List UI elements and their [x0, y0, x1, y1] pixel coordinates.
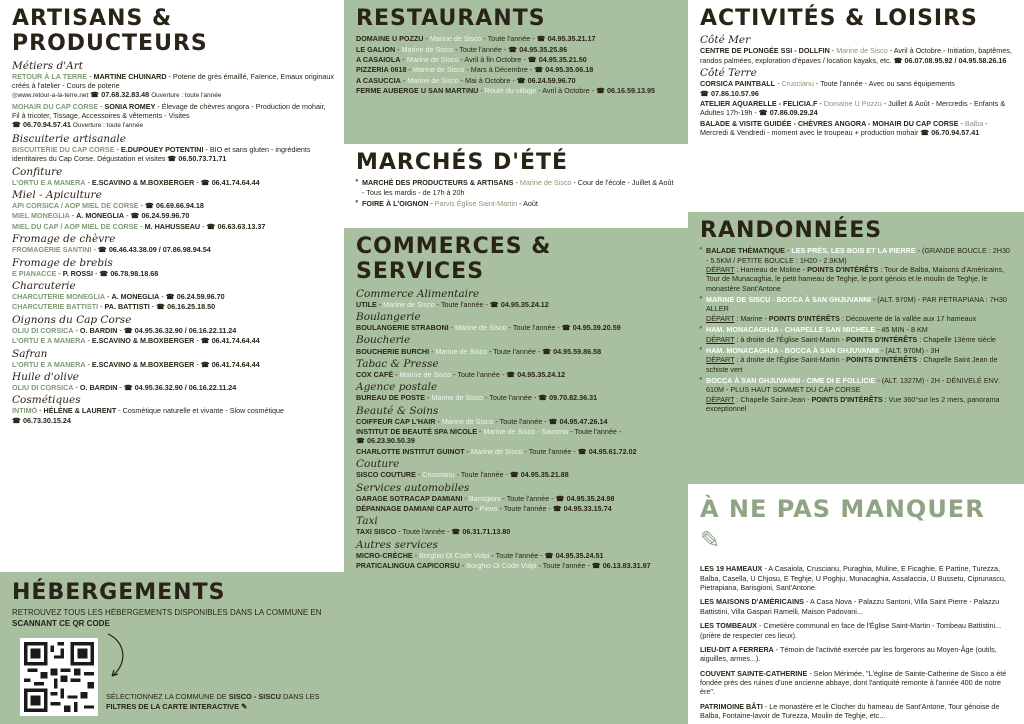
entry-balade-chevres: BALADE & VISITE GUIDÉE - CHÈVRES ANGORA - MOHAIR DU CAP CORSE - Balba - Mercredi & Vendredi - moment avec le troupeau + production mohair ☎ 06.70.94.57.41	[700, 119, 1012, 138]
phone[interactable]: ☎ 04.95.35.21.88	[510, 470, 569, 479]
phone[interactable]: ☎ 04.95.59.86.58	[542, 347, 601, 356]
marches-section	[344, 144, 688, 228]
phone[interactable]: ☎ 06.13.83.31.97	[592, 561, 651, 570]
phone[interactable]: ☎ 04.95.33.15.74	[553, 504, 612, 513]
phone[interactable]: ☎ 06.70.94.57.41	[920, 128, 979, 137]
subtitle-cote-terre: Côté Terre	[700, 67, 757, 80]
entry-rando-3: ● HAM. MONACAGHJA - CHAPELLE SAN MICHELE - 45 MIN - 8 KM DÉPART : à droite de l'Église Saint-Martin - POINTS D'INTÉRÊTS : Chapelle 13ème siècle	[700, 325, 1012, 344]
artisans-section	[0, 0, 344, 572]
subtitle-fromage-brebis: Fromage de brebis	[12, 256, 113, 269]
entry-taxi: TAXI SISCO - Toute l'année - ☎ 06.31.71.13.80	[356, 527, 676, 536]
entry-ferrera: LIEU-DIT A FERRERA - Témoin de l'activité exercée par les forgerons au Moyen-Âge (outils, aiguilles, armes...).	[700, 644, 997, 664]
phone[interactable]: ☎ 07.86.10.57.96	[700, 89, 759, 98]
qr-code-icon	[24, 642, 94, 712]
entry-retour-terre: RETOUR À LA TERRE - MARTINE CHUINARD - Poterie de grès émaillé, Faïence, Emaux originaux créés à l'atelier - Cours de poterie ◎ www.retour-a-la-terre.net ☎ 07.68.32.83.48 Ouverture : toute l'année	[12, 72, 334, 101]
phone[interactable]: ☎ 06.78.98.18.68	[99, 269, 158, 278]
phone[interactable]: ☎ 04.95.61.72.02	[578, 447, 637, 456]
entry-poste: BUREAU DE POSTE - Marine de Sisco - Toute l'année - ☎ 09.70.82.36.31	[356, 393, 676, 402]
restaurant-item: DOMAINE U POZZU - Marine de Sisco - Toute l'année - ☎ 04.95.35.21.17	[356, 34, 676, 43]
entry-utile: UTILE - Marine de Sisco - Toute l'année - ☎ 04.95.35.24.12	[356, 300, 676, 309]
entry-miel-du-cap: MIEL DU CAP / AOP MIEL DE CORSE - M. HAHUSSEAU - ☎ 06.63.63.13.37	[12, 222, 334, 231]
phone[interactable]: ☎ 06.24.59.96.70	[130, 211, 189, 220]
phone[interactable]: ☎ 04.95.36.32.90 / 06.16.22.11.24	[124, 383, 236, 392]
entry-fromagerie-santini: FROMAGERIE SANTINI - ☎ 06.46.43.38.09 / 07.86.98.94.54	[12, 245, 334, 254]
entry-biscuiterie: BISCUITERIE DU CAP CORSE - E.DUPOUEY POTENTINI - BIO et sans gluten - ingrédients identitaires du Cap Corse. Dégustation et visites ☎ 06.50.73.71.71	[12, 145, 334, 164]
phone[interactable]: ☎ 04.95.35.24.98	[556, 494, 615, 503]
entry-oliu-huile: OLIU DI CORSICA - O. BARDIN - ☎ 04.95.36.32.90 / 06.16.22.11.24	[12, 383, 334, 392]
phone[interactable]: ☎ 04.95.35.24.12	[490, 300, 549, 309]
phone[interactable]: ☎ 04.95.35.24.51	[545, 551, 604, 560]
entry-maisons: LES MAISONS D'AMÉRICAINS - A Casa Nova - Palazzu Santoni, Villa Saint Pierre - Palazzu Battistini, Villa Gaspari Ramelli, Maison Padovani...	[700, 597, 1000, 616]
phone[interactable]: ☎ 06.70.94.57.41	[12, 120, 71, 129]
subtitle-autres: Autres services	[356, 538, 438, 551]
entry-patrimoine: PATRIMOINE BÂTI - Le monastère et le Clocher du hameau de Sant'Antone, Tour génoise de Balba, Fontaine-lavoir de Turezza, Moulin de Teghje, etc...	[700, 701, 1000, 721]
phone[interactable]: ☎ 06.73.30.15.24	[12, 416, 71, 425]
subtitle-agence: Agence postale	[356, 381, 438, 394]
phone[interactable]: ☎ 06.23.90.50.39	[356, 436, 415, 445]
scan-instructions: SÉLECTIONNEZ LA COMMUNE DE SISCO - SISCU DANS LES FILTRES DE LA CARTE INTERACTIVE ✎	[106, 692, 320, 711]
phone[interactable]: ☎ 04.95.35.25.86	[508, 45, 567, 54]
phone[interactable]: ☎ 06.07.08.95.92 / 04.95.58.26.16	[894, 56, 1007, 65]
restaurant-item: FERME AUBERGE U SAN MARTINU - Route du village - Avril à Octobre - ☎ 06.16.59.13.95	[356, 86, 676, 95]
entry-ortu-safran: L'ORTU E A MANERA - E.SCAVINO & M.BOXBERGER - ☎ 06.41.74.64.44	[12, 360, 334, 369]
entry-rando-5: ● BOCCA À SAN GHJUVANNI - CIME DI E FOLLICIE - (ALT. 1327M) - 2H - DÉNIVELÉ ENV. 610M - PLUS HAUT SOMMET DU CAP CORSE DÉPART : Chapelle Saint-Jean - POINTS D'INTÉRÊTS : Vue 360°sur les 2 mers, panorama exceptionnel	[700, 376, 1012, 413]
entry-rando-4: ● HAM. MONACAGHJA - BOCCA À SAN GHJUVANNI - (ALT. 970M) - 3H DÉPART : à droite de l'Église Saint-Martin - POINTS D'INTÉRÊTS : Chapelle Saint Jean de schiste vert	[700, 346, 1012, 374]
phone[interactable]: ☎ 06.50.73.71.71	[167, 154, 226, 163]
phone[interactable]: ☎ 04.95.35.21.50	[528, 55, 587, 64]
entry-cox-cafe: COX CAFÉ - Marine de Sisco - Toute l'année - ☎ 04.95.35.24.12	[356, 370, 676, 379]
pen-icon: ✎	[700, 526, 722, 555]
restaurant-item: PIZZERIA 0618 - Marine de Sisco - Mars à Décembre - ☎ 04.95.35.06.18	[356, 65, 676, 74]
entry-depannage: DÉPANNAGE DAMIANI CAP AUTO - Pievo - Toute l'année - ☎ 04.95.33.15.74	[356, 504, 676, 513]
phone[interactable]: ☎ 04.95.35.06.18	[534, 65, 593, 74]
entry-charcuterie-moneglia: CHARCUTERIE MONEGLIA - A. MONEGLIA - ☎ 06.24.59.96.70	[12, 292, 334, 301]
phone[interactable]: ☎ 06.16.25.18.50	[156, 302, 215, 311]
phone[interactable]: ☎ 04.95.39.20.59	[562, 323, 621, 332]
artisans-title: ARTISANS & PRODUCTEURS	[12, 6, 208, 57]
subtitle-oignons: Oignons du Cap Corse	[12, 313, 132, 326]
entry-sisco-couture: SISCO COUTURE - Cruscianu - Toute l'année - ☎ 04.95.35.21.88	[356, 470, 676, 479]
restaurants-list	[356, 34, 676, 95]
randonnees-title: RANDONNÉES	[700, 218, 883, 243]
right-column	[688, 0, 1024, 724]
entry-praticalingua: PRATICALINGUA CAPICORSU - Borghio Di Code Volpi - Toute l'année - ☎ 06.13.83.31.97	[356, 561, 676, 570]
subtitle-huile: Huile d'olive	[12, 370, 79, 383]
entry-ortu-confiture: L'ORTU E A MANERA - E.SCAVINO & M.BOXBERGER - ☎ 06.41.74.64.44	[12, 178, 334, 187]
phone[interactable]: ☎ 06.16.59.13.95	[596, 86, 655, 95]
phone[interactable]: ☎ 06.41.74.64.44	[201, 178, 260, 187]
entry-rando-2: ● MARINE DE SISCU - BOCCA À SAN GHJUVANNI - (ALT. 970M) - PAR PETRAPIANA : 7H30 ALLER DÉPART : Marine - POINTS D'INTÉRÊTS : Découverte de la vallée aux 17 hameaux	[700, 295, 1012, 323]
subtitle-couture: Couture	[356, 458, 400, 471]
entry-guinot: CHARLOTTE INSTITUT GUINOT - Marine de Sisco - Toute l'année - ☎ 04.95.61.72.02	[356, 447, 676, 456]
entry-boucherie: BOUCHERIE BURCHI - Marine de Sisco - Toute l'année - ☎ 04.95.59.86.58	[356, 347, 676, 356]
phone[interactable]: ☎ 06.63.63.13.37	[207, 222, 266, 231]
subtitle-miel: Miel - Apiculture	[12, 188, 102, 201]
marches-title: MARCHÉS D'ÉTÉ	[356, 150, 569, 175]
phone[interactable]: ☎ 07.68.32.83.48	[90, 90, 149, 99]
restaurant-item: A CASAIOLA - Marine de Sisco - Avril à fin Octobre - ☎ 04.95.35.21.50	[356, 55, 676, 64]
qr-code[interactable]	[20, 638, 98, 716]
subtitle-boulangerie: Boulangerie	[356, 311, 421, 324]
hebergements-title: HÉBERGEMENTS	[12, 580, 226, 605]
phone[interactable]: ☎ 04.95.35.24.12	[506, 370, 565, 379]
entry-charcuterie-battisti: CHARCUTERIE BATTISTI - PA. BATTISTI - ☎ 06.16.25.18.50	[12, 302, 334, 311]
entry-mohair: MOHAIR DU CAP CORSE - SONIA ROMEY - Élevage de chèvres angora - Production de mohair, Fil à tricoter, Tissage, Accessoires & vêtements - Visites ☎ 06.70.94.57.41 Ouverture : toute l'année	[12, 102, 334, 131]
phone[interactable]: ☎ 04.95.35.21.17	[537, 34, 596, 43]
entry-marche-producteurs: ● MARCHÉ DES PRODUCTEURS & ARTISANS - Marine de Sisco - Cour de l'école - Juillet & Août - Tous les mardis - de 17h à 20h	[356, 178, 676, 197]
entry-pianacce: E PIANACCE - P. ROSSI - ☎ 06.78.98.18.68	[12, 269, 334, 278]
restaurants-title: RESTAURANTS	[356, 6, 546, 31]
entry-api-corsica: API CORSICA / AOP MIEL DE CORSE - ☎ 06.69.66.94.18	[12, 201, 334, 210]
manquer-title: À NE PAS MANQUER ✎	[700, 495, 985, 555]
subtitle-beaute: Beauté & Soins	[356, 404, 439, 417]
entry-paintball: CORSICA PAINTBALL - Cruscianu - Toute l'année - Avec ou sans équipements ☎ 07.86.10.57.96	[700, 79, 1012, 98]
phone[interactable]: ☎ 06.24.59.96.70	[166, 292, 225, 301]
entry-oliu-oignons: OLIU DI CORSICA - O. BARDIN - ☎ 04.95.36.32.90 / 06.16.22.11.24	[12, 326, 334, 335]
subtitle-charcuterie: Charcuterie	[12, 279, 76, 292]
phone[interactable]: ☎ 04.95.36.32.90 / 06.16.22.11.24	[124, 326, 236, 335]
phone[interactable]: ☎ 06.69.66.94.18	[145, 201, 204, 210]
subtitle-fromage-chevre: Fromage de chèvre	[12, 233, 116, 246]
hebergements-section	[0, 572, 344, 724]
subtitle-cosmetiques: Cosmétiques	[12, 394, 81, 407]
arrow-icon	[104, 632, 130, 682]
website-link[interactable]: ◎ www.retour-a-la-terre.net	[12, 92, 88, 99]
entry-boulangerie: BOULANGERIE STRABONI - Marine de Sisco - Toute l'année - ☎ 04.95.39.20.59	[356, 323, 676, 332]
entry-garage: GARAGE SOTRACAP DAMIANI - Barisgioni - Toute l'année - ☎ 04.95.35.24.98	[356, 494, 676, 503]
middle-column	[344, 0, 688, 724]
entry-rando-1: ● BALADE THÉMATIQUE - LES PRÉS, LES BOIS ET LA PIERRE - (GRANDE BOUCLE : 2H30 - 5.5KM / PETITE BOUCLE : 1H20 - 2.9KM) DÉPART : Hameau de Moline - POINTS D'INTÉRÊTS : Tour de Balba, Maisons d'Américains, Tour de Munacaghia, le petit hameau de Teghje, le pont génois et le moulin de Teghje, le monastère Sant'Antone	[700, 246, 1012, 293]
phone[interactable]: ☎ 06.41.74.64.44	[201, 336, 260, 345]
subtitle-taxi: Taxi	[356, 515, 378, 528]
phone[interactable]: ☎ 07.86.09.29.24	[759, 108, 818, 117]
restaurant-item: LE GALION - Marine de Sisco - Toute l'année - ☎ 04.95.35.25.86	[356, 45, 676, 54]
phone[interactable]: ☎ 06.41.74.64.44	[201, 360, 260, 369]
subtitle-alimentaire: Commerce Alimentaire	[356, 287, 480, 300]
entry-coiffeur: COIFFEUR CAP L'HAIR - Marine de Sisco - Toute l'année - ☎ 04.95.47.26.14	[356, 417, 676, 426]
randonnees-section	[688, 212, 1024, 484]
entry-ortu-oignons: L'ORTU E A MANERA - E.SCAVINO & M.BOXBERGER - ☎ 06.41.74.64.44	[12, 336, 334, 345]
phone[interactable]: ☎ 06.46.43.38.09 / 07.86.98.94.54	[98, 245, 211, 254]
subtitle-biscuiterie: Biscuiterie artisanale	[12, 132, 126, 145]
entry-miel-moneglia: MIEL MONEGLIA - A. MONEGLIA - ☎ 06.24.59.96.70	[12, 211, 334, 220]
entry-spa-nicole: INSTITUT DE BEAUTÉ SPA NICOLE - Marine de Sisco - Savorna - Toute l'année - ☎ 06.23.90.50.39	[356, 427, 676, 446]
phone[interactable]: ☎ 06.24.59.96.70	[517, 76, 576, 85]
entry-plongee: CENTRE DE PLONGÉE SSI - DOLLFIN - Marine de Sisco - Avril à Octobre - Initiation, baptêmes, randos palmées, exploration d'épaves / location kayaks, etc. ☎ 06.07.08.95.92 / 04.95.58.26.16	[700, 46, 1012, 65]
hebergements-text: RETROUVEZ TOUS LES HÉBERGEMENTS DISPONIBLES DANS LA COMMUNE EN SCANNANT CE QR CODE	[12, 608, 322, 628]
activites-section	[688, 0, 1024, 212]
phone[interactable]: ☎ 04.95.47.26.14	[549, 417, 608, 426]
phone[interactable]: ☎ 09.70.82.36.31	[538, 393, 597, 402]
restaurant-item: A CASUCCIA - Marine de Sisco - Mai à Octobre - ☎ 06.24.59.96.70	[356, 76, 676, 85]
entry-hameaux: LES 19 HAMEAUX - A Casaiola, Cruscianu, Puraghia, Muline, E Ficaghie, E Partine, Turezza, Balba, Casella, U Chjosu, E Teghje, U Poghju, Munacaghia, Assalaccia, U Bussetu, Ciprunascu, Pietrapiana, Barisgioni, Sant'Antone.	[700, 564, 1006, 593]
subtitle-safran: Safran	[12, 347, 48, 360]
phone[interactable]: ☎ 06.31.71.13.80	[451, 527, 510, 536]
entry-couvent: COUVENT SAINTE-CATHERINE - Selon Mérimée, "L'église de Sainte-Catherine de Sisco a été fondée près des ruines d'une ancienne abbaye, dont l'antiquité remonte à l'année 400 de notre ère".	[700, 668, 1007, 697]
subtitle-tabac: Tabac & Presse	[356, 357, 439, 370]
entry-aquarelle: ATELIER AQUARELLE - FELICIA.F - Domaine U Pozzu - Juillet & Août - Mercredis - Enfants & Adultes 17h-19h - ☎ 07.86.09.29.24	[700, 99, 1012, 118]
entry-micro-creche: MICRO-CRÈCHE - Borghio Di Code Volpi - Toute l'année - ☎ 04.95.35.24.51	[356, 551, 676, 560]
entry-foire-oignon: ● FOIRE À L'OIGNON - Parvis Église Saint-Martin - Août	[356, 199, 676, 208]
manquer-section	[688, 484, 1024, 724]
subtitle-boucherie: Boucherie	[356, 334, 411, 347]
entry-tombeaux: LES TOMBEAUX - Cimetière communal en face de l'Église Saint-Martin - Tombeau Battistini... (prière de respecter ces lieux).	[700, 621, 1002, 640]
subtitle-metiers: Métiers d'Art	[12, 59, 83, 72]
subtitle-cote-mer: Côté Mer	[700, 34, 751, 47]
subtitle-confiture: Confiture	[12, 165, 63, 178]
restaurants-section	[344, 0, 688, 144]
activites-title: ACTIVITÉS & LOISIRS	[700, 6, 978, 31]
commerces-title: COMMERCES & SERVICES	[356, 234, 552, 285]
entry-intimo: INTIMÒ - HÉLÈNE & LAURENT - Cosmétique naturelle et vivante - Slow cosmétique ☎ 06.73.30.15.24	[12, 406, 334, 425]
subtitle-auto: Services automobiles	[356, 481, 470, 494]
commerces-section	[344, 228, 688, 724]
